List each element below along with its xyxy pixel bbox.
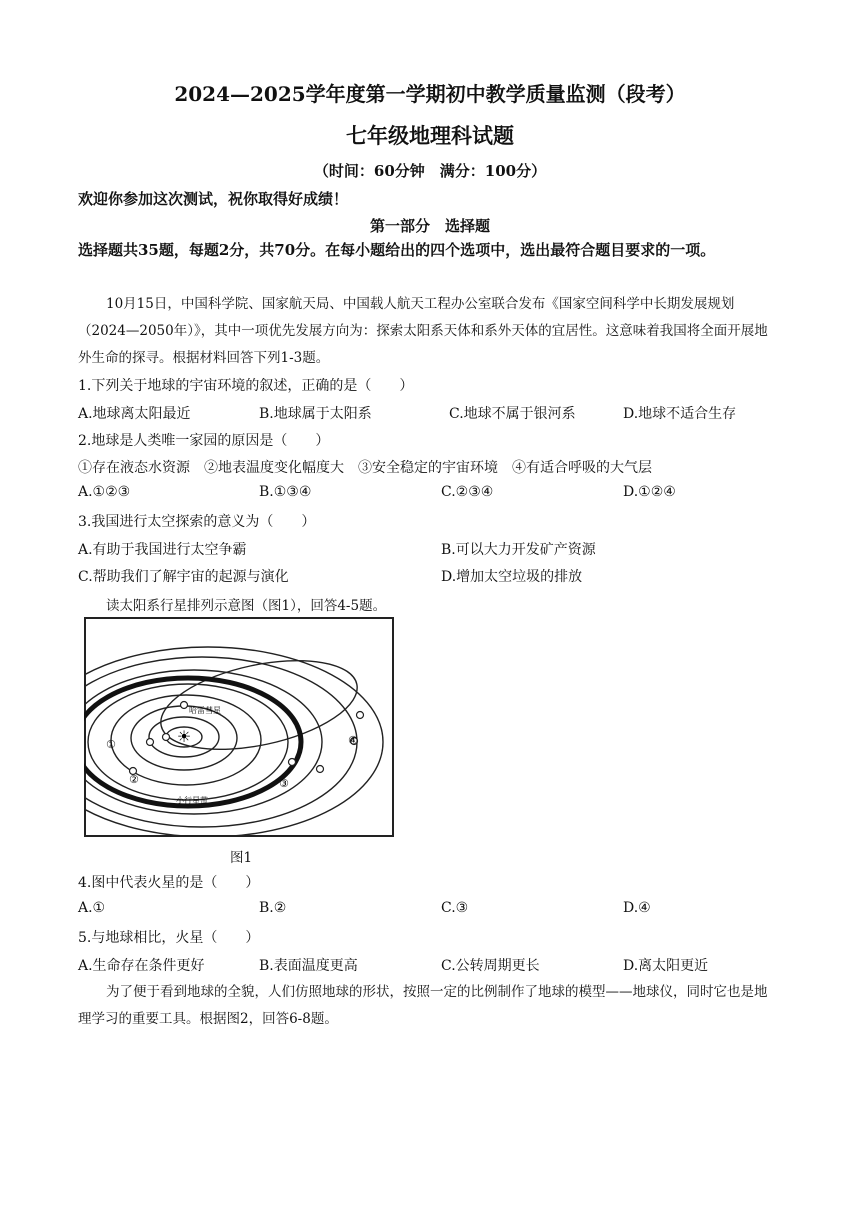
passage-1: 10月15日，中国科学院、国家航天局、中国载人航天工程办公室联合发布《国家空间科学中长期发展规划（2024—2050年）》，其中一项优先发展方向为：探索太阳系天体和系外天体的宜居性。这意味着我国将全面开展地外生命的探寻。根据材料回答下列1-3题。 xyxy=(78,296,768,366)
planet-8 xyxy=(357,712,364,719)
q3-option-d: D.增加太空垃圾的排放 xyxy=(441,569,583,585)
q4-stem: 4.图中代表火星的是（ ） xyxy=(78,875,260,891)
q3-option-c: C.帮助我们了解宇宙的起源与演化 xyxy=(78,569,289,585)
asteroid-belt-label: 小行星带 xyxy=(176,796,208,805)
figure-frame xyxy=(85,618,393,836)
time-info: （时间：60分钟 满分：100分） xyxy=(313,162,547,180)
q2-option-b: B.①③④ xyxy=(259,484,312,500)
planet-6 xyxy=(317,766,324,773)
marker-4: ④ xyxy=(348,734,358,747)
figure-caption: 图1 xyxy=(230,850,253,866)
q4-option-a: A.① xyxy=(78,900,106,916)
q2-option-d: D.①②④ xyxy=(623,484,676,500)
q5-option-c: C.公转周期更长 xyxy=(441,958,540,974)
comet-label: 哈雷彗星 xyxy=(189,706,221,715)
welcome-text: 欢迎你参加这次测试，祝你取得好成绩！ xyxy=(78,190,349,208)
q5-option-d: D.离太阳更近 xyxy=(623,958,709,974)
q4-option-c: C.③ xyxy=(441,900,469,916)
q2-statements: ①存在液态水资源 ②地表温度变化幅度大 ③安全稳定的宇宙环境 ④有适合呼吸的大气层 xyxy=(78,460,652,476)
planet-5 xyxy=(289,759,296,766)
passage-2: 为了便于看到地球的全貌，人们仿照地球的形状，按照一定的比例制作了地球的模型——地球仪，同时它也是地理学习的重要工具。根据图2，回答6-8题。 xyxy=(78,984,768,1027)
figure-intro: 读太阳系行星排列示意图（图1），回答4-5题。 xyxy=(106,598,387,614)
q1-option-b: B.地球属于太阳系 xyxy=(259,406,372,422)
q3-stem: 3.我国进行太空探索的意义为（ ） xyxy=(78,514,316,530)
q5-option-b: B.表面温度更高 xyxy=(259,958,358,974)
planet-venus xyxy=(147,739,154,746)
solar-system-figure xyxy=(84,617,394,837)
comet-dot xyxy=(181,702,188,709)
q1-option-c: C.地球不属于银河系 xyxy=(449,406,576,422)
marker-2: ② xyxy=(129,773,139,786)
planet-mercury xyxy=(163,734,170,741)
q2-option-a: A.①②③ xyxy=(78,484,131,500)
sun-icon: ☀ xyxy=(176,727,192,746)
q4-option-b: B.② xyxy=(259,900,287,916)
q5-stem: 5.与地球相比，火星（ ） xyxy=(78,930,260,946)
section-title: 第一部分 选择题 xyxy=(369,217,490,235)
q3-option-a: A.有助于我国进行太空争霸 xyxy=(78,542,247,558)
q3-option-b: B.可以大力开发矿产资源 xyxy=(441,542,596,558)
q1-stem: 1.下列关于地球的宇宙环境的叙述，正确的是（ ） xyxy=(78,378,414,394)
q2-stem: 2.地球是人类唯一家园的原因是（ ） xyxy=(78,433,330,449)
marker-3: ③ xyxy=(279,777,289,790)
exam-title: 2024—2025学年度第一学期初中教学质量监测（段考） xyxy=(174,82,686,106)
q2-option-c: C.②③④ xyxy=(441,484,494,500)
q4-option-d: D.④ xyxy=(623,900,651,916)
exam-subtitle: 七年级地理科试题 xyxy=(346,123,514,148)
marker-1: ① xyxy=(106,738,116,751)
q1-option-a: A.地球离太阳最近 xyxy=(78,406,191,422)
section-instruction: 选择题共35题，每题2分，共70分。在每小题给出的四个选项中，选出最符合题目要求的一项。 xyxy=(78,241,716,259)
q1-option-d: D.地球不适合生存 xyxy=(623,406,737,422)
q5-option-a: A.生命存在条件更好 xyxy=(78,958,205,974)
